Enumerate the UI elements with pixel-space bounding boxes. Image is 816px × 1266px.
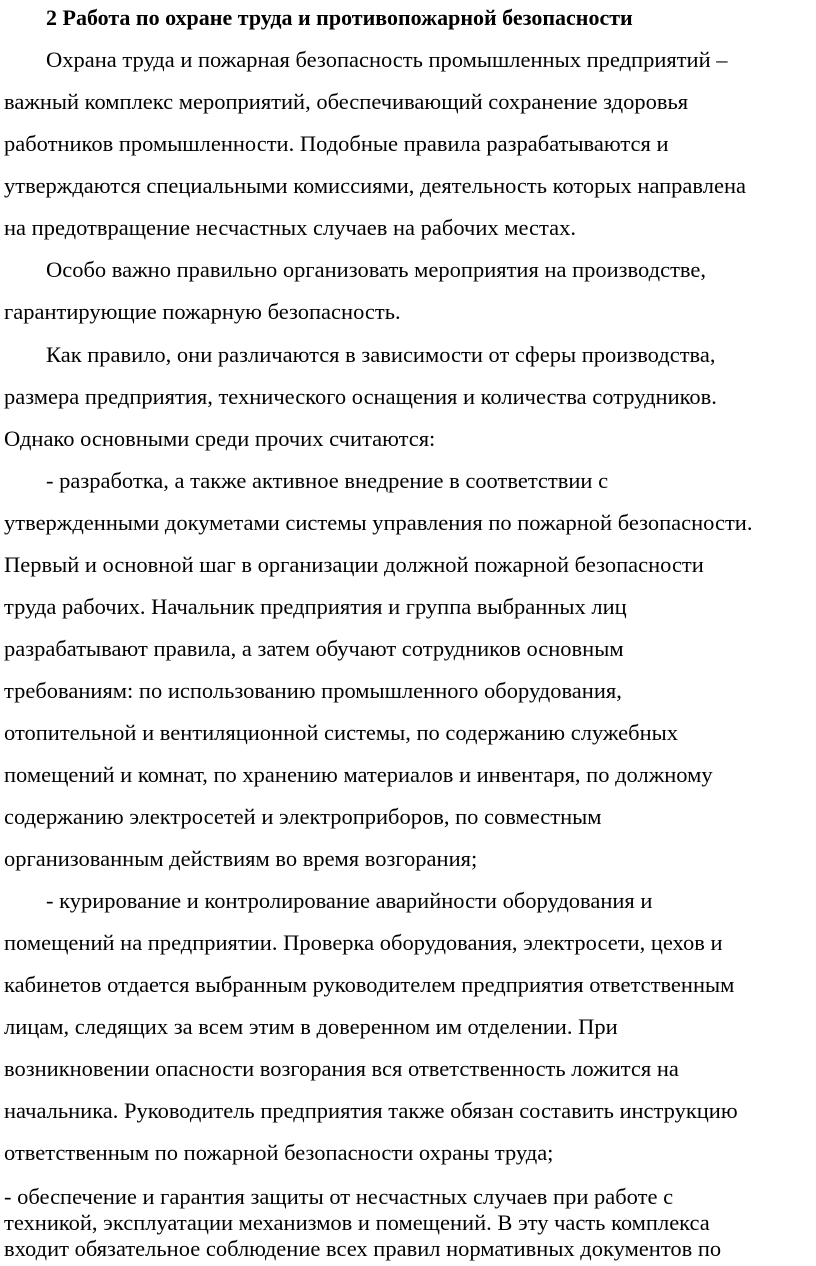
text-line: утверждаются специальными комиссиями, деятельность которых направлена bbox=[4, 173, 746, 198]
text-line: Охрана труда и пожарная безопасность промышленных предприятий – bbox=[46, 47, 728, 72]
text-line: ответственным по пожарной безопасности охраны труда; bbox=[4, 1140, 554, 1165]
text-line: важный комплекс мероприятий, обеспечивающий сохранение здоровья bbox=[4, 89, 689, 114]
list-item-line: - разработка, а также активное внедрение в соответствии с bbox=[46, 468, 609, 493]
list-item-line: - обеспечение и гарантия защиты от несчастных случаев при работе с bbox=[4, 1184, 674, 1209]
text-line: Однако основными среди прочих считаются: bbox=[4, 426, 436, 451]
text-line: на предотвращение несчастных случаев на рабочих местах. bbox=[4, 215, 576, 240]
text-line: организованным действиям во время возгорания; bbox=[4, 846, 478, 871]
text-line: входит обязательное соблюдение всех правил нормативных документов по bbox=[4, 1236, 722, 1261]
text-line: работников промышленности. Подобные правила разрабатываются и bbox=[4, 131, 669, 156]
text-line: Как правило, они различаются в зависимости от сферы производства, bbox=[46, 342, 716, 367]
text-line: требованиям: по использованию промышленного оборудования, bbox=[4, 678, 622, 703]
text-line: лицам, следящих за всем этим в доверенном им отделении. При bbox=[4, 1014, 618, 1039]
text-line: содержанию электросетей и электроприборов, по совместным bbox=[4, 804, 602, 829]
text-line: размера предприятия, технического оснащения и количества сотрудников. bbox=[4, 384, 717, 409]
list-item-line: - курирование и контролирование аварийности оборудования и bbox=[46, 888, 653, 913]
text-line: труда рабочих. Начальник предприятия и группа выбранных лиц bbox=[4, 594, 627, 619]
text-line: Особо важно правильно организовать мероприятия на производстве, bbox=[46, 257, 707, 282]
text-line: помещений и комнат, по хранению материалов и инвентаря, по должному bbox=[4, 762, 713, 787]
text-line: возникновении опасности возгорания вся ответственность ложится на bbox=[4, 1056, 679, 1081]
text-line: отопительной и вентиляционной системы, по содержанию служебных bbox=[4, 720, 678, 745]
text-line: гарантирующие пожарную безопасность. bbox=[4, 299, 401, 324]
text-line: Первый и основной шаг в организации должной пожарной безопасности bbox=[4, 552, 704, 577]
text-line: кабинетов отдается выбранным руководителем предприятия ответственным bbox=[4, 972, 735, 997]
text-line: начальника. Руководитель предприятия также обязан составить инструкцию bbox=[4, 1098, 738, 1123]
text-line: разрабатывают правила, а затем обучают сотрудников основным bbox=[4, 636, 624, 661]
text-line: утвержденными докуметами системы управления по пожарной безопасности. bbox=[4, 510, 753, 535]
section-heading: 2 Работа по охране труда и противопожарной безопасности bbox=[46, 5, 633, 30]
text-line: техникой, эксплуатации механизмов и помещений. В эту часть комплекса bbox=[4, 1210, 710, 1235]
text-line: помещений на предприятии. Проверка оборудования, электросети, цехов и bbox=[4, 930, 723, 955]
